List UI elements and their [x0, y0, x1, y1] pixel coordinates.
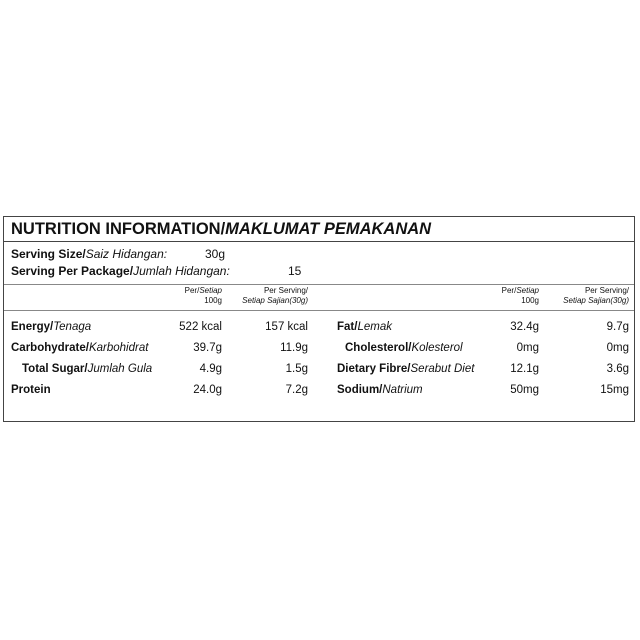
row-fat-per100: 32.4g: [510, 321, 539, 333]
row-sugar-per100: 4.9g: [199, 363, 222, 375]
row-energy-label-bold: Energy/: [11, 321, 54, 333]
header-per100-right-line2: 100g: [521, 296, 539, 305]
row-sodium-perserving: 15mg: [600, 384, 629, 396]
row-sugar-label-bold: Total Sugar/: [22, 363, 88, 375]
row-fibre-per100: 12.1g: [510, 363, 539, 375]
header-perserving-right-line2: Setiap Sajian(30g): [563, 296, 629, 305]
row-carbohydrate-label: [11, 341, 148, 355]
row-fibre-label-italic: Serabut Diet: [410, 363, 475, 375]
row-protein-perserving: 7.2g: [285, 384, 308, 396]
serving-package-value: 15: [288, 264, 302, 278]
header-perserving-left-line2: Setiap Sajian(30g): [242, 296, 308, 305]
row-protein-label: [11, 383, 51, 397]
row-sodium-label-bold: Sodium/: [337, 384, 383, 396]
row-fat-perserving: 9.7g: [606, 321, 629, 333]
row-cholesterol-perserving: 0mg: [606, 342, 629, 354]
header-perserving-left-line1: Per Serving/: [263, 286, 308, 295]
row-sodium-per100: 50mg: [510, 384, 539, 396]
row-sugar-label: [22, 362, 152, 376]
row-fat-label-italic: Lemak: [357, 321, 392, 333]
row-cholesterol-label-italic: Kolesterol: [411, 342, 463, 354]
header-per100-right-line1: [502, 286, 539, 296]
row-fat-label-bold: Fat/: [337, 321, 358, 333]
row-energy-per100: 522 kcal: [179, 321, 222, 333]
row-sugar-label-italic: Jumlah Gula: [87, 363, 153, 375]
row-protein-per100: 24.0g: [193, 384, 222, 396]
row-carbohydrate-per100: 39.7g: [193, 342, 222, 354]
row-energy-label: [11, 320, 91, 334]
header-perserving-left: [242, 286, 308, 306]
header-per100-right: [502, 286, 539, 306]
header-per100-left-line2: 100g: [204, 296, 222, 305]
row-fat-label: [337, 320, 392, 334]
header-per100-right-setiap: Setiap: [516, 286, 539, 295]
header-perserving-right-line1: Per Serving/: [584, 286, 629, 295]
serving-size-value: 30g: [205, 247, 226, 261]
serving-size-label: [11, 247, 167, 261]
title-bar: [4, 217, 634, 242]
serving-section: [4, 241, 634, 285]
row-cholesterol-label: [345, 341, 463, 355]
header-per100-left: [185, 286, 222, 306]
header-per100-left-setiap: Setiap: [199, 286, 222, 295]
row-protein-label-bold: Protein: [11, 384, 51, 396]
row-fibre-label: [337, 362, 474, 376]
serving-package-label-italic: Jumlah Hidangan:: [133, 264, 230, 278]
row-carbohydrate-perserving: 11.9g: [280, 342, 308, 354]
serving-package-label: [11, 264, 230, 278]
row-fibre-perserving: 3.6g: [606, 363, 629, 375]
row-cholesterol-per100: 0mg: [516, 342, 539, 354]
serving-package-label-bold: Serving Per Package/: [11, 264, 134, 278]
nutrition-panel: [3, 216, 635, 422]
row-energy-perserving: 157 kcal: [265, 321, 308, 333]
row-energy-label-italic: Tenaga: [53, 321, 92, 333]
row-carbohydrate-label-bold: Carbohydrate/: [11, 342, 89, 354]
header-per100-right-per: Per/: [501, 286, 517, 295]
row-fibre-label-bold: Dietary Fibre/: [337, 363, 411, 375]
title-italic: MAKLUMAT PEMAKANAN: [225, 220, 432, 238]
header-perserving-right: [563, 286, 629, 306]
header-divider: [4, 310, 634, 311]
title-bold: NUTRITION INFORMATION/: [11, 220, 226, 238]
row-sugar-perserving: 1.5g: [285, 363, 308, 375]
panel-title: [11, 220, 431, 239]
row-sodium-label-italic: Natrium: [382, 384, 423, 396]
row-sodium-label: [337, 383, 423, 397]
serving-size-label-bold: Serving Size/: [11, 247, 86, 261]
header-per100-left-per: Per/: [184, 286, 200, 295]
header-per100-left-line1: [185, 286, 222, 296]
row-carbohydrate-label-italic: Karbohidrat: [88, 342, 149, 354]
serving-size-label-italic: Saiz Hidangan:: [85, 247, 168, 261]
row-cholesterol-label-bold: Cholesterol/: [345, 342, 412, 354]
